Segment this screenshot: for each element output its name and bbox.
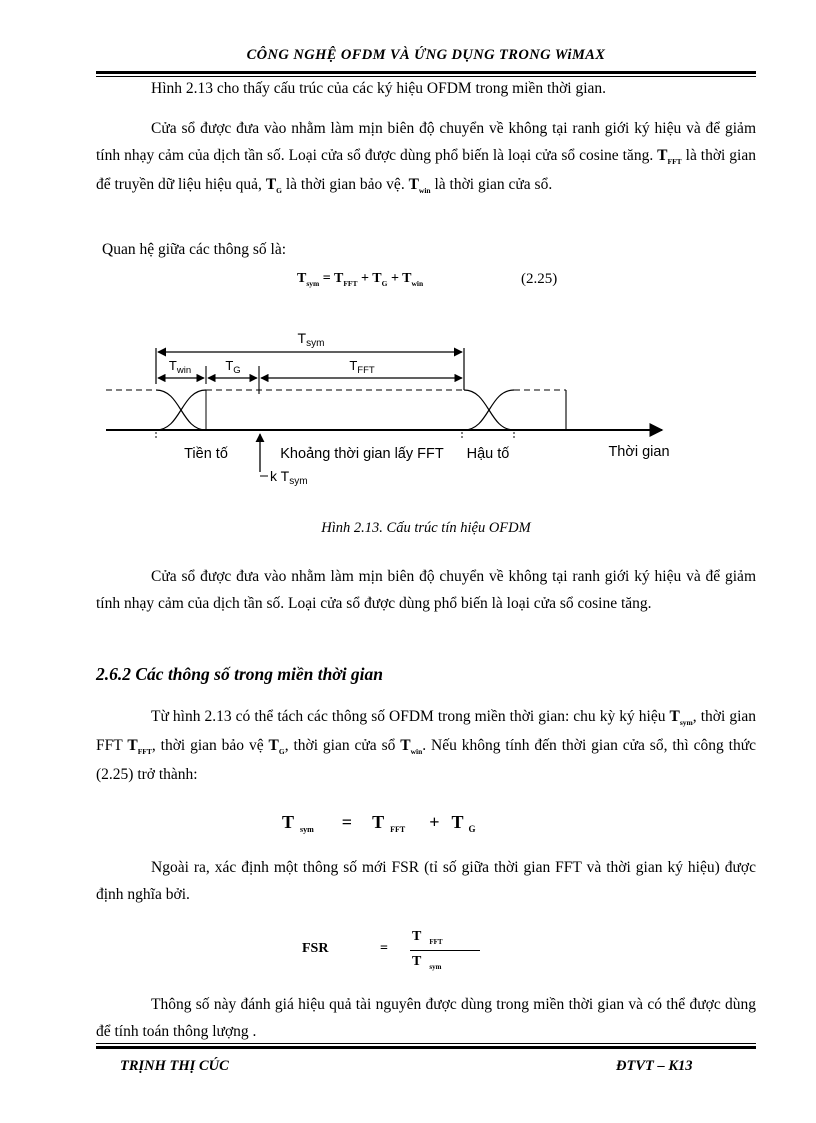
paragraph-window-part2: là thời gian để truyền dữ liệu hiệu quả, <box>96 147 756 193</box>
tg-symbol-2: $T_G$ <box>268 737 285 756</box>
tsym-symbol: $T_{sym}$ <box>669 708 693 727</box>
page-header-title: CÔNG NGHỆ OFDM VÀ ỨNG DỤNG TRONG WiMAX <box>246 47 606 63</box>
k-tsym-label: k $T_{sym}$ <box>270 468 308 487</box>
tfft-symbol-2: $T_{FFT}$ <box>127 737 152 756</box>
postfix-label: Hậu tố <box>466 446 510 462</box>
tg-symbol: $T_G$ <box>265 176 282 195</box>
figure-caption: Hình 2.13. Cấu trúc tín hiệu OFDM <box>321 520 531 536</box>
footer-author: TRỊNH THỊ CÚC <box>120 1058 229 1074</box>
paragraph-window <box>96 115 756 200</box>
paragraph-fsr: Ngoài ra, xác định một thông số mới FSR (tỉ số giữa thời gian FFT và thời gian ký hiệu) được định nghĩa bởi. <box>96 859 756 903</box>
paragraph-window-part1: Cửa sổ được đưa vào nhằm làm mịn biên độ chuyển về không tại ranh giới ký hiệu và để giảm tính nhạy cảm của dịch tần số. Loại cửa sổ được dùng phổ biến là loại cửa sổ cosine tăng. <box>96 120 756 164</box>
equation-tsym: T $_{sym}$ = T $_{FFT}$ + T $_G$ <box>282 812 476 834</box>
tfft-symbol: $T_{FFT}$ <box>657 147 682 166</box>
section-heading: 2.6.2 Các thông số trong miền thời gian <box>96 664 384 684</box>
header-rule-thick <box>96 71 756 74</box>
fsr-fraction-bar <box>410 950 480 951</box>
equation-number: (2.25) <box>521 271 558 287</box>
equation-2-25: $T_{sym} = T_{FFT} + T_G + T_{win}$ <box>297 271 424 288</box>
footer-rule-thick <box>96 1046 756 1049</box>
tfft-label: $T_{FFT}$ <box>349 358 375 376</box>
fsr-lhs: FSR <box>302 941 329 956</box>
fsr-numerator: T $_{FFT}$ <box>412 929 443 946</box>
fft-window-label: Khoảng thời gian lấy FFT <box>280 446 444 462</box>
footer-rule-thin <box>96 1043 756 1044</box>
prefix-label: Tiền tố <box>184 446 228 462</box>
twin-symbol-2: $T_{win}$ <box>400 737 423 756</box>
paragraph-window-part3: là thời gian bảo vệ. <box>282 176 409 193</box>
time-label: Thời gian <box>608 444 670 460</box>
paragraph-window-part4: là thời gian cửa sổ. <box>430 176 553 193</box>
paragraph-window-repeat: Cửa sổ được đưa vào nhằm làm mịn biên độ chuyển về không tại ranh giới ký hiệu và để giảm tính nhạy cảm của dịch tần số. Loại cửa sổ được dùng phổ biến là loại cửa sổ cosine tăng. <box>96 568 756 612</box>
paragraph-efficiency: Thông số này đánh giá hiệu quả tài nguyên được dùng trong miền thời gian và có thể được dùng để tính toán thông lượng . <box>96 996 756 1040</box>
fsr-denominator: T $_{sym}$ <box>412 954 442 971</box>
window-rise-right <box>464 390 514 430</box>
intro-paragraph <box>96 75 756 102</box>
twin-label: $T_{win}$ <box>168 358 192 376</box>
window-rise-left <box>156 390 206 430</box>
fsr-equals: = <box>380 941 388 956</box>
intro-text: Hình 2.13 cho thấy cấu trúc của các ký hiệu OFDM trong miền thời gian. <box>151 80 607 97</box>
tsym-label: $T_{sym}$ <box>297 330 325 349</box>
tg-label: $T_G$ <box>225 358 241 376</box>
twin-symbol: $T_{win}$ <box>408 176 431 195</box>
footer-class: ĐTVT – K13 <box>616 1058 693 1074</box>
relation-text: Quan hệ giữa các thông số là: <box>102 241 287 258</box>
ofdm-structure-figure <box>96 322 696 492</box>
paragraph-params: Từ hình 2.13 có thể tách các thông số OFDM trong miền thời gian: chu kỳ ký hiệu $T_{sym}$, thời gian FFT $T_{FFT}$, thời gian bảo vệ $T_G$, thời gian cửa sổ $T_{win}$. Nếu không tính đến thời gian cửa sổ, thì công thức (2.25) trở thành: <box>96 708 757 783</box>
